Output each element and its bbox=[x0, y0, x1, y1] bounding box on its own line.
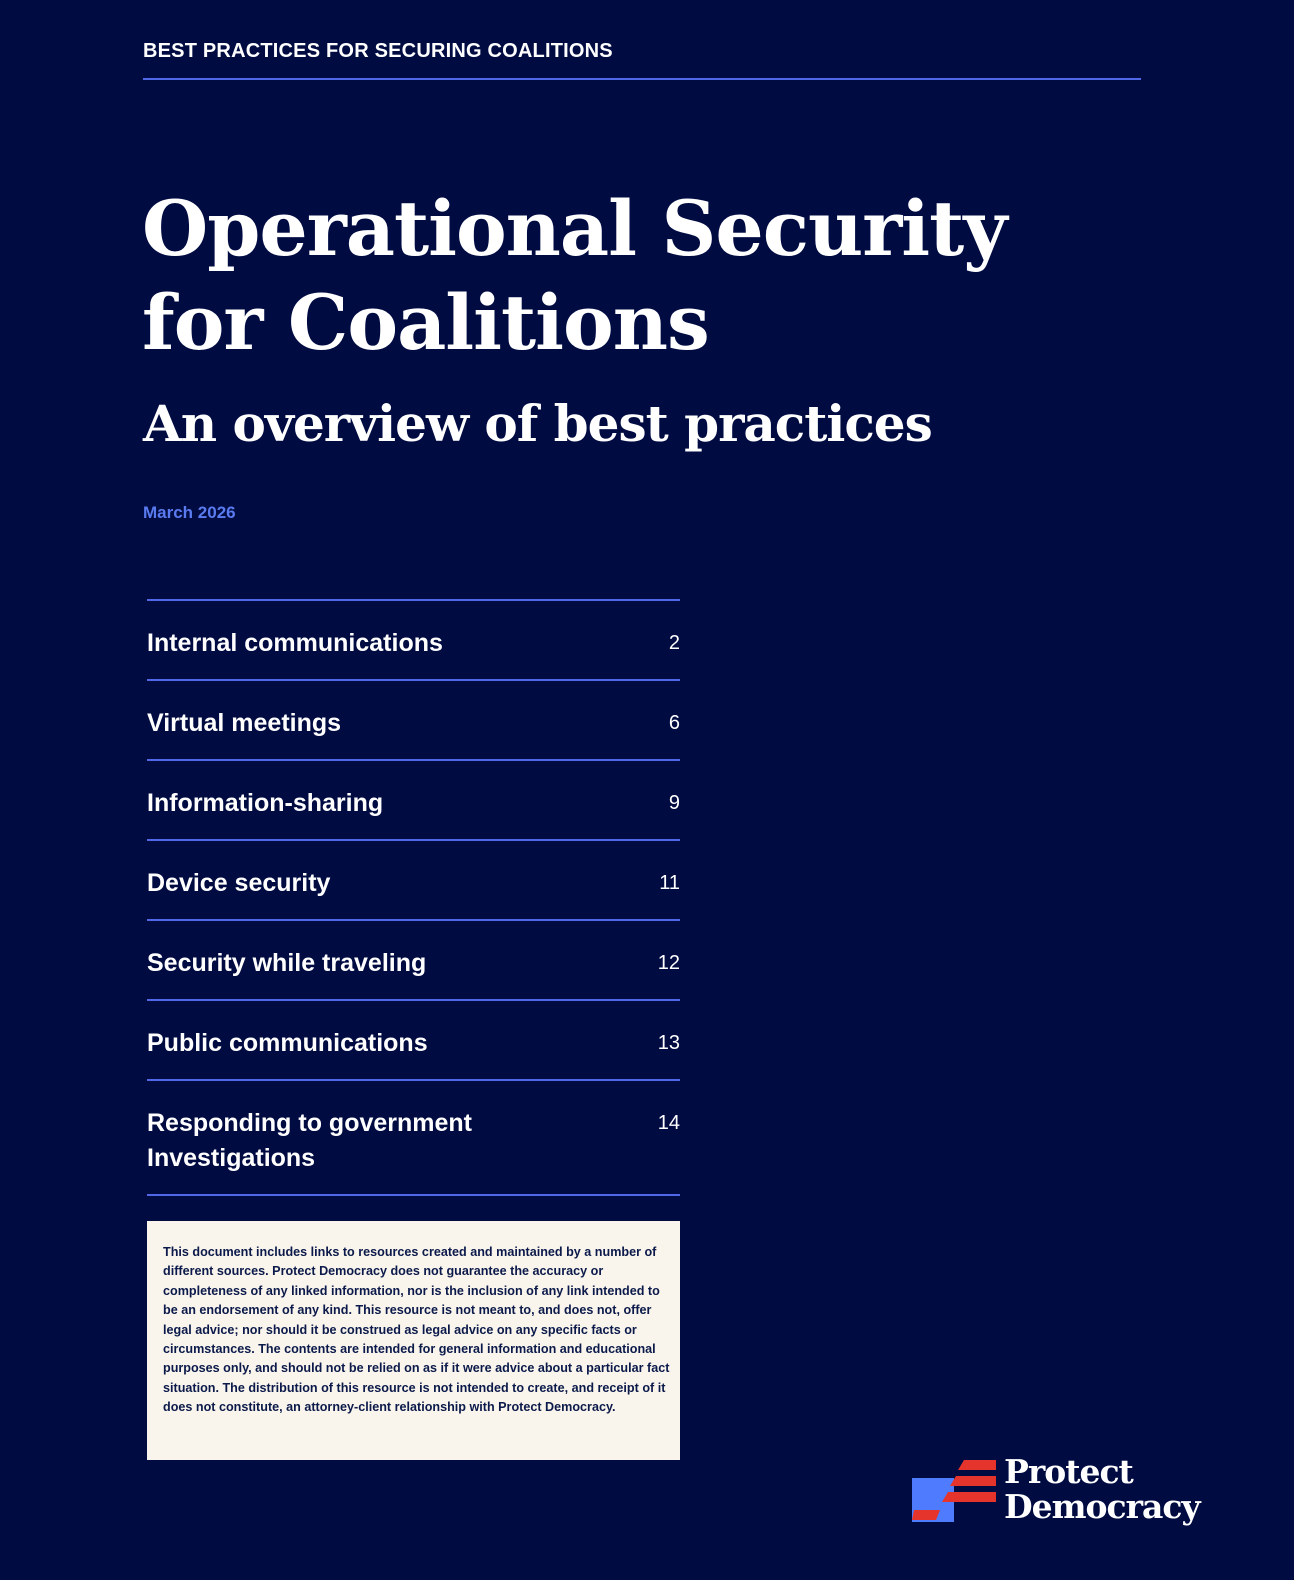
toc-item-title: Information-sharing bbox=[147, 789, 384, 817]
logo-red-stripe-2 bbox=[950, 1476, 996, 1486]
logo-red-stripe-3 bbox=[942, 1492, 996, 1502]
logo-line-protect: Protect bbox=[1004, 1452, 1133, 1491]
toc-item-information-sharing[interactable] bbox=[147, 761, 680, 841]
toc-item-government-investigations[interactable] bbox=[147, 1081, 680, 1196]
logo-red-stripe-5 bbox=[912, 1510, 940, 1520]
page-title: Operational Security for Coalitions bbox=[142, 184, 1007, 367]
toc-item-page: 14 bbox=[657, 1112, 680, 1134]
header-label: BEST PRACTICES FOR SECURING COALITIONS bbox=[143, 40, 613, 62]
logo-red-stripe-1 bbox=[958, 1460, 996, 1470]
logo-wordmark bbox=[1004, 1454, 1200, 1524]
publication-date: March 2026 bbox=[143, 503, 236, 522]
toc-item-title: Security while traveling bbox=[147, 949, 427, 977]
logo-line-democracy: Democracy bbox=[1004, 1487, 1200, 1526]
toc-item-public-communications[interactable] bbox=[147, 1001, 680, 1081]
toc-item-page: 9 bbox=[668, 792, 680, 814]
protect-democracy-logo bbox=[912, 1452, 1212, 1536]
toc-item-page: 6 bbox=[668, 712, 680, 734]
page-subtitle: An overview of best practices bbox=[143, 394, 932, 453]
toc-item-page: 2 bbox=[668, 632, 680, 654]
toc-item-internal-communications[interactable] bbox=[147, 601, 680, 681]
disclaimer-box bbox=[147, 1221, 680, 1460]
header-rule bbox=[143, 78, 1141, 80]
toc-item-page: 13 bbox=[657, 1032, 680, 1054]
table-of-contents bbox=[147, 599, 680, 1196]
toc-item-security-while-traveling[interactable] bbox=[147, 921, 680, 1001]
toc-item-virtual-meetings[interactable] bbox=[147, 681, 680, 761]
toc-item-title: Public communications bbox=[147, 1029, 428, 1057]
toc-item-device-security[interactable] bbox=[147, 841, 680, 921]
toc-item-title: Virtual meetings bbox=[147, 709, 342, 737]
toc-item-title: Internal communications bbox=[147, 629, 443, 657]
logo-mark-icon bbox=[912, 1458, 996, 1522]
toc-item-page: 11 bbox=[659, 872, 680, 894]
disclaimer-text: This document includes links to resources created and maintained by a number of different sources. Protect Democracy does not guarantee the accuracy or completeness of any linked information, nor is the inclusion of any link intended to be an endorsement of any kind. This resource is not meant to, and does not, offer legal advice; nor should it be construed as legal advice on any specific facts or circumstances. The contents are intended for general information and educational purposes only, and should not be relied on as if it were advice about a particular fact situation. The distribution of this resource is not intended to create, and receipt of it does not constitute, an attorney-client relationship with Protect Democracy. bbox=[163, 1245, 670, 1415]
toc-item-page: 12 bbox=[657, 952, 680, 974]
toc-item-title: Device security bbox=[147, 869, 331, 897]
toc-item-title: Responding to government Investigations bbox=[147, 1109, 472, 1172]
